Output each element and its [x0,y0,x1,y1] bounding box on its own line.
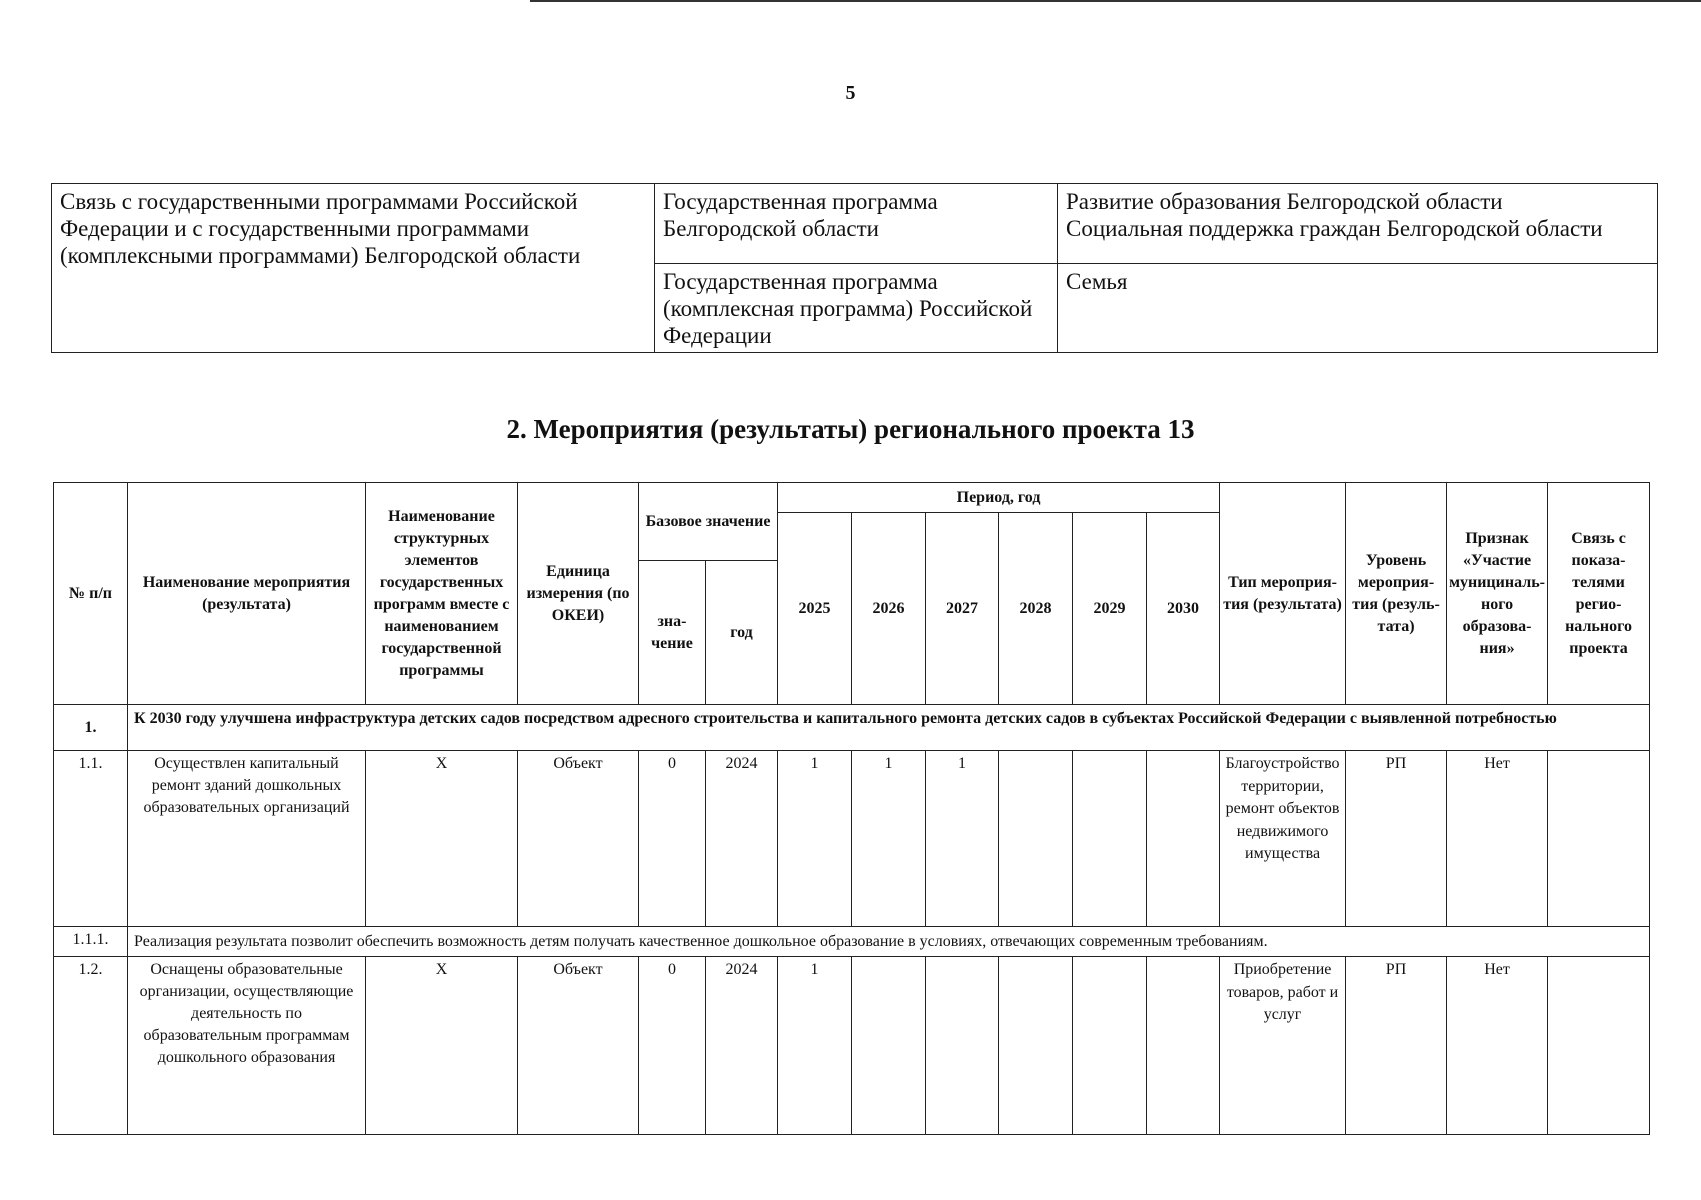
header-year: 2026 [852,513,926,705]
header-name: Наименование мероприятия (результата) [128,483,366,705]
row-num: 1.2. [54,957,128,1135]
section-title: 2. Мероприятия (результаты) регионального проекта 13 [506,414,1195,444]
header-year: 2030 [1147,513,1220,705]
row-y2027 [926,957,999,1135]
header-base: Базовое значение [639,483,778,561]
header-base-value: значение [639,561,706,705]
table-row [54,751,1650,927]
row-name: Осуществлен капитальный ремонт зданий дошкольных образовательных организаций [128,751,366,927]
header-type: Тип мероприятия (результата) [1220,483,1346,705]
row-base-year: 2024 [706,957,778,1135]
row-num: 1.1. [54,751,128,927]
header-structural: Наименование структурных элементов государственных программ вместе с наименованием государственной программы [366,483,518,705]
program-links-label: Связь с государственными программами Российской Федерации и с государственными программами (комплексными программами) Белгородской области [52,184,655,353]
header-unit: Единица измерения (по ОКЕИ) [518,483,639,705]
row-structural: Х [366,957,518,1135]
row-type: Благоустройство территории, ремонт объектов недвижимого имущества [1220,751,1346,927]
header-year: 2025 [778,513,852,705]
note-row [54,927,1650,957]
row-type: Приобретение товаров, работ и услуг [1220,957,1346,1135]
program-links-table [51,183,1658,353]
goal-row [54,705,1650,751]
row-y2028 [999,957,1073,1135]
row-name: Оснащены образовательные организации, осуществляющие деятельность по образовательным программам дошкольного образования [128,957,366,1135]
row-base-value: 0 [639,957,706,1135]
row-link [1548,957,1650,1135]
row-y2026 [852,957,926,1135]
program-name: Социальная поддержка граждан Белгородской области [1066,216,1603,241]
row-y2029 [1073,957,1147,1135]
row-y2028 [999,751,1073,927]
row-base-value: 0 [639,751,706,927]
note-num: 1.1.1. [54,927,128,957]
row-unit: Объект [518,957,639,1135]
header-num: № п/п [54,483,128,705]
goal-text: К 2030 году улучшена инфраструктура детских садов посредством адресного строительства и капитального ремонта детских садов в субъектах Российской Федерации с выявленной потребностью [128,705,1650,751]
program-name: Семья [1066,269,1128,294]
row-y2025: 1 [778,751,852,927]
row-level: РП [1346,957,1447,1135]
header-municipal: Признак «Участие муницинального образования» [1447,483,1548,705]
federal-program-list [1058,264,1658,353]
row-level: РП [1346,751,1447,927]
program-name: Развитие образования Белгородской области [1066,189,1503,214]
activities-table [53,482,1650,1135]
regional-program-list [1058,184,1658,264]
header-period: Период, год [778,483,1220,513]
header-year: 2028 [999,513,1073,705]
row-y2027: 1 [926,751,999,927]
top-rule [530,0,1701,2]
header-base-year: год [706,561,778,705]
row-municipal: Нет [1447,751,1548,927]
row-y2030 [1147,957,1220,1135]
row-structural: Х [366,751,518,927]
row-y2029 [1073,751,1147,927]
header-year: 2027 [926,513,999,705]
page-number: 5 [845,82,856,104]
row-y2030 [1147,751,1220,927]
header-level: Уровень мероприятия (результата) [1346,483,1447,705]
goal-num: 1. [54,705,128,751]
table-row [54,957,1650,1135]
program-type-regional: Государственная программа Белгородской области [655,184,1058,264]
header-year: 2029 [1073,513,1147,705]
row-base-year: 2024 [706,751,778,927]
row-link [1548,751,1650,927]
header-link: Связь с показателями регионального проекта [1548,483,1650,705]
program-type-federal: Государственная программа (комплексная программа) Российской Федерации [655,264,1058,353]
row-unit: Объект [518,751,639,927]
row-municipal: Нет [1447,957,1548,1135]
row-y2026: 1 [852,751,926,927]
row-y2025: 1 [778,957,852,1135]
note-text: Реализация результата позволит обеспечить возможность детям получать качественное дошкольное образование в условиях, отвечающих современным требованиям. [128,927,1650,957]
